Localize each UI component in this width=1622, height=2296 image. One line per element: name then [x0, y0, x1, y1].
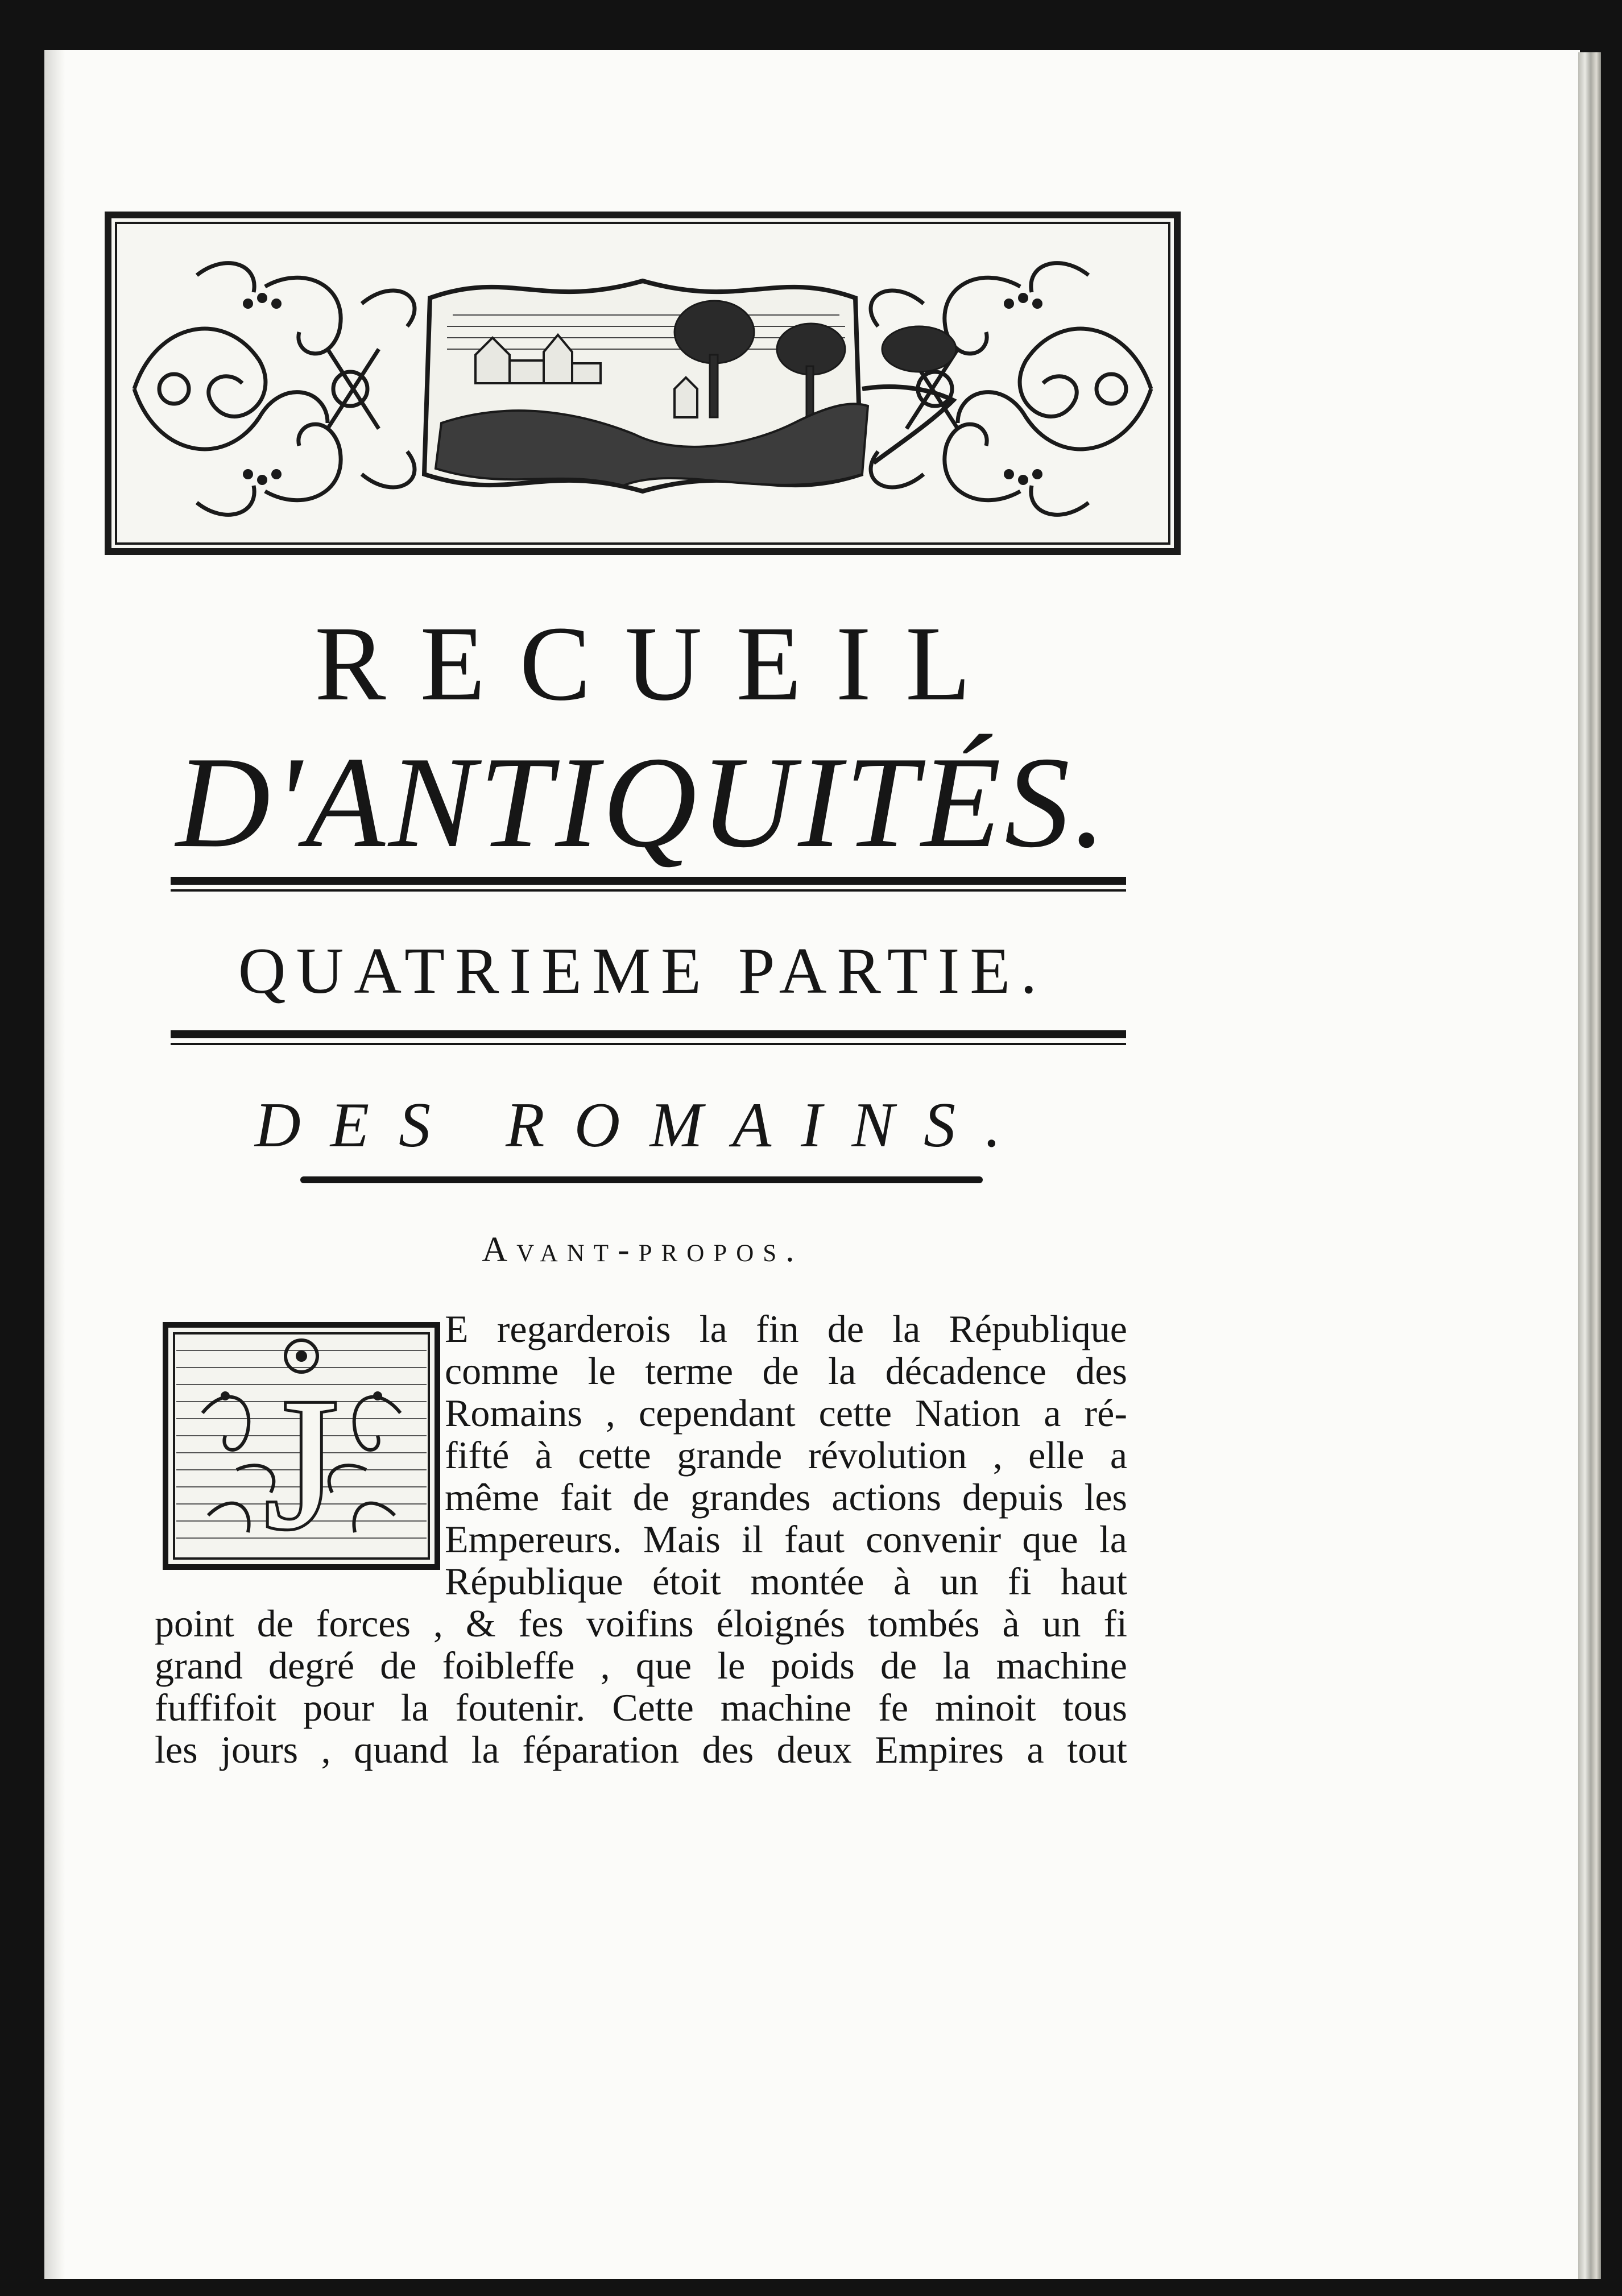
subheading: Avant-propos.	[482, 1230, 804, 1269]
section-title: DES ROMAINS.	[254, 1090, 1031, 1161]
body-text-line: grand degré de foibleffe , que le poids de la machine	[155, 1644, 1127, 1687]
landscape-ornament-icon	[111, 218, 1174, 548]
page-edge	[1578, 52, 1601, 2279]
book-title-line-1: RECUEIL	[315, 604, 1005, 723]
body-text-line: point de forces , & fes voifins éloignés tombés à un fi	[155, 1602, 1127, 1645]
body-text-line: E regarderois la fin de la République	[445, 1307, 1127, 1350]
body-text-line: les jours , quand la féparation des deux Empires a tout	[155, 1728, 1127, 1771]
body-text-line: Empereurs. Mais il faut convenir que la	[445, 1518, 1127, 1561]
drop-initial	[163, 1322, 440, 1570]
body-text-line: République étoit montée à un fi haut	[445, 1560, 1127, 1603]
body-text-line: Romains , cependant cette Nation a ré-	[445, 1391, 1127, 1435]
single-rule	[300, 1176, 983, 1183]
double-rule	[171, 877, 1126, 892]
floral-initial-icon	[168, 1328, 435, 1564]
body-text-line: fifté à cette grande révolution , elle a	[445, 1433, 1127, 1477]
double-rule	[171, 1030, 1126, 1045]
part-title: QUATRIEME PARTIE.	[238, 935, 1048, 1008]
body-text-line: fuffifoit pour la foutenir. Cette machine fe minoit tous	[155, 1686, 1127, 1729]
book-title-line-2: D'ANTIQUITÉS.	[176, 730, 1110, 875]
body-text-line: même fait de grandes actions depuis les	[445, 1476, 1127, 1519]
initial-letter: J	[264, 1360, 338, 1564]
body-text-line: comme le terme de la décadence des	[445, 1349, 1127, 1392]
spine-shadow	[44, 50, 65, 2279]
ornamental-headpiece	[105, 212, 1181, 555]
